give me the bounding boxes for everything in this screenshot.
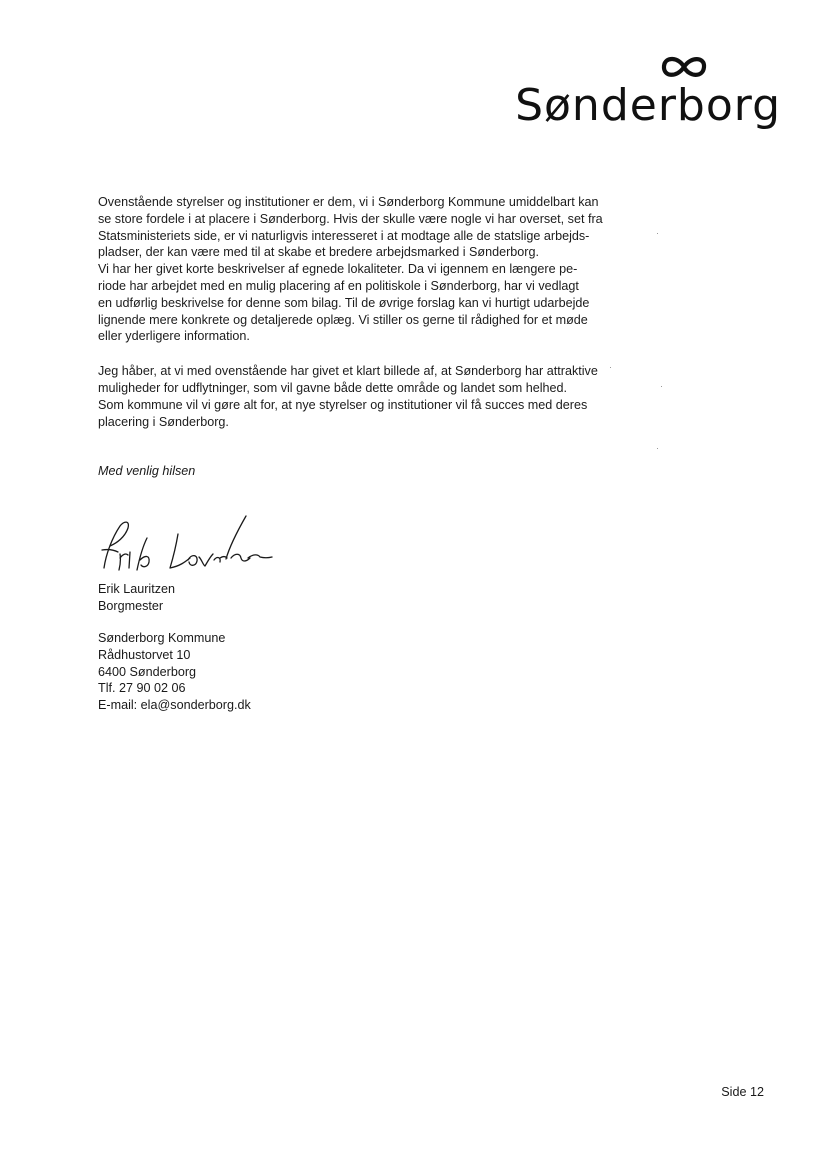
text-line: riode har arbejdet med en mulig placering af en politiskole i Sønderborg, har vi vedlagt [98,278,579,293]
signer-name: Erik Lauritzen [98,582,175,596]
text-line: lignende mere konkrete og detaljerede oplæg. Vi stiller os gerne til rådighed for et møde [98,312,588,327]
address-phone: Tlf. 27 90 02 06 [98,681,186,696]
text-line: en udførlig beskrivelse for denne som bilag. Til de øvrige forslag kan vi hurtigt udarbejde [98,295,590,310]
signer-block [98,581,175,615]
scan-speck [661,386,662,387]
text-line: placering i Sønderborg. [98,414,229,429]
signer-title: Borgmester [98,598,164,613]
closing-salutation: Med venlig hilsen [98,464,196,478]
scan-speck [657,448,658,449]
address-block [98,630,251,714]
text-line: se store fordele i at placere i Sønderborg. Hvis der skulle være nogle vi har overset, set fra [98,211,603,226]
text-line: muligheder for udflytninger, som vil gavne både dette område og landet som helhed. [98,380,568,395]
address-city: 6400 Sønderborg [98,664,197,679]
text-line: Ovenstående styrelser og institutioner er dem, vi i Sønderborg Kommune umiddelbart kan [98,195,599,209]
address-street: Rådhustorvet 10 [98,647,191,662]
text-line: eller yderligere information. [98,329,250,344]
paragraph [98,363,618,430]
text-line: pladser, der kan være med til at skabe et bredere arbejdsmarked i Sønderborg. [98,245,540,260]
address-organization: Sønderborg Kommune [98,631,226,645]
scan-speck [610,367,611,368]
sonderborg-logo [515,44,781,144]
logo-wordmark: Sønderborg [515,80,781,131]
handwritten-signature [90,510,275,582]
text-line: Statsministeriets side, er vi naturligvis interesseret i at modtage alle de statslige arbejds- [98,228,590,243]
infinity-symbol-icon [659,52,709,82]
letter-body [98,194,618,448]
paragraph [98,194,618,345]
scan-speck [657,233,658,234]
page-number: Side 12 [721,1085,764,1099]
address-email: E-mail: ela@sonderborg.dk [98,698,251,713]
text-line: Som kommune vil vi gøre alt for, at nye styrelser og institutioner vil få succes med deres [98,397,588,412]
text-line: Vi har her givet korte beskrivelser af egnede lokaliteter. Da vi igennem en længere pe- [98,262,578,277]
text-line: Jeg håber, at vi med ovenstående har givet et klart billede af, at Sønderborg har attraktive [98,364,598,379]
